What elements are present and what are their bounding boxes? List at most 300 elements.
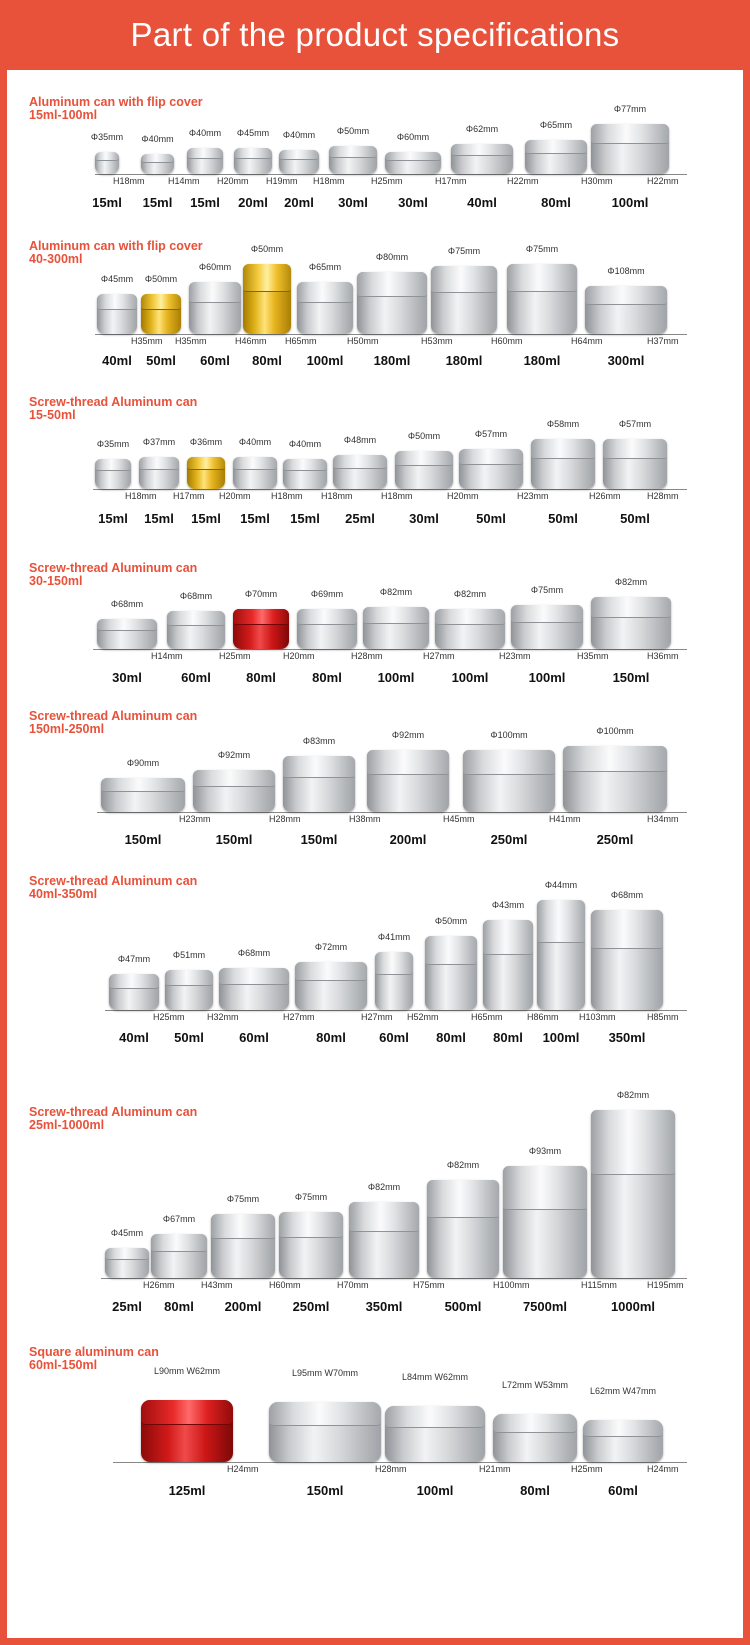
- can-item: [189, 262, 241, 334]
- can-image: [151, 1234, 207, 1278]
- can-item: [141, 274, 181, 334]
- diameter-label: Φ50mm: [144, 274, 178, 284]
- height-label: H27mm: [361, 1012, 393, 1022]
- diameter-label: Φ82mm: [367, 1182, 401, 1192]
- dimension-label: L84mm W62mm: [401, 1372, 468, 1382]
- diameter-label: Φ60mm: [198, 262, 232, 272]
- height-label: H25mm: [571, 1464, 603, 1474]
- spec-section: [7, 240, 743, 374]
- can-item: [563, 726, 667, 812]
- diameter-label: Φ75mm: [294, 1192, 328, 1202]
- can-image: [329, 146, 377, 174]
- can-item: [141, 134, 174, 174]
- height-label: H23mm: [499, 651, 531, 661]
- volume-label: 50ml: [174, 1030, 204, 1045]
- height-label: H22mm: [507, 176, 539, 186]
- spec-section: [7, 1090, 743, 1320]
- volume-label: 100ml: [377, 670, 415, 685]
- can-image: [525, 140, 587, 174]
- height-label: H100mm: [493, 1280, 530, 1290]
- can-item: [233, 437, 277, 489]
- diameter-label: Φ35mm: [90, 132, 124, 142]
- can-image: [295, 962, 367, 1010]
- volume-label: 30ml: [338, 195, 368, 210]
- can-item: [463, 730, 555, 812]
- volume-label: 150ml: [306, 1483, 344, 1498]
- volume-label: 150ml: [612, 670, 650, 685]
- height-label: H24mm: [227, 1464, 259, 1474]
- can-item: [585, 266, 667, 334]
- height-label: H23mm: [517, 491, 549, 501]
- diameter-label: Φ40mm: [188, 128, 222, 138]
- height-label: H37mm: [647, 336, 679, 346]
- section-title-range: 40ml-350ml: [29, 887, 98, 901]
- section-title-name: Aluminum can with flip cover: [29, 95, 203, 109]
- can-image: [531, 439, 595, 489]
- height-label: H34mm: [647, 814, 679, 824]
- spec-section: [7, 96, 743, 216]
- diameter-label: Φ35mm: [96, 439, 130, 449]
- volume-label: 1000ml: [610, 1299, 656, 1314]
- diameter-label: Φ41mm: [377, 932, 411, 942]
- can-image: [187, 457, 225, 489]
- volume-label: 60ml: [239, 1030, 269, 1045]
- can-image: [503, 1166, 587, 1278]
- can-item: [187, 128, 223, 174]
- can-item: [109, 954, 159, 1010]
- can-item: [483, 900, 533, 1010]
- diameter-label: Φ68mm: [610, 890, 644, 900]
- can-image: [95, 459, 131, 489]
- can-image: [297, 282, 353, 334]
- can-item: [363, 587, 429, 649]
- dimension-label: L90mm W62mm: [153, 1366, 220, 1376]
- volume-label: 180ml: [523, 353, 561, 368]
- section-title: [29, 875, 197, 901]
- volume-label: 300ml: [607, 353, 645, 368]
- can-image: [585, 286, 667, 334]
- volume-label: 100ml: [306, 353, 344, 368]
- diameter-label: Φ43mm: [491, 900, 525, 910]
- height-label: H85mm: [647, 1012, 679, 1022]
- height-label: H65mm: [471, 1012, 503, 1022]
- diameter-label: Φ68mm: [110, 599, 144, 609]
- spec-section: [7, 396, 743, 532]
- diameter-label: Φ68mm: [237, 948, 271, 958]
- can-item: [141, 1366, 233, 1462]
- volume-label: 40ml: [119, 1030, 149, 1045]
- baseline-rule: [93, 489, 687, 490]
- can-item: [511, 585, 583, 649]
- volume-label: 30ml: [112, 670, 142, 685]
- can-image: [367, 750, 449, 812]
- can-image: [427, 1180, 499, 1278]
- height-label: H17mm: [435, 176, 467, 186]
- volume-label: 20ml: [284, 195, 314, 210]
- section-title-range: 40-300ml: [29, 252, 83, 266]
- can-item: [385, 1372, 485, 1462]
- can-item: [167, 591, 225, 649]
- volume-label: 80ml: [436, 1030, 466, 1045]
- section-title: [29, 710, 197, 736]
- can-image: [141, 1400, 233, 1462]
- spec-section: [7, 562, 743, 691]
- page-header-banner: [0, 0, 750, 70]
- height-label: H18mm: [321, 491, 353, 501]
- height-label: H20mm: [219, 491, 251, 501]
- height-label: H115mm: [581, 1280, 617, 1290]
- volume-label: 250ml: [596, 832, 634, 847]
- section-title-range: 25ml-1000ml: [29, 1118, 105, 1132]
- volume-label: 30ml: [409, 511, 439, 526]
- can-item: [329, 126, 377, 174]
- baseline-rule: [97, 812, 687, 813]
- height-label: H35mm: [175, 336, 207, 346]
- section-title-name: Screw-thread Aluminum can: [29, 709, 198, 723]
- can-item: [139, 437, 179, 489]
- can-item: [187, 437, 225, 489]
- can-image: [95, 152, 119, 174]
- baseline-rule: [93, 649, 687, 650]
- diameter-label: Φ37mm: [142, 437, 176, 447]
- volume-label: 80ml: [252, 353, 282, 368]
- can-item: [459, 429, 523, 489]
- baseline-rule: [95, 334, 687, 335]
- section-title-name: Screw-thread Aluminum can: [29, 1105, 198, 1119]
- can-item: [297, 262, 353, 334]
- volume-label: 30ml: [398, 195, 428, 210]
- volume-label: 150ml: [124, 832, 162, 847]
- section-title-range: 150ml-250ml: [29, 722, 105, 736]
- volume-label: 250ml: [490, 832, 528, 847]
- can-image: [139, 457, 179, 489]
- diameter-label: Φ77mm: [613, 104, 647, 114]
- can-image: [357, 272, 427, 334]
- diameter-label: Φ36mm: [189, 437, 223, 447]
- diameter-label: Φ83mm: [302, 736, 336, 746]
- can-image: [167, 611, 225, 649]
- volume-label: 25ml: [345, 511, 375, 526]
- diameter-label: Φ50mm: [336, 126, 370, 136]
- height-label: H28mm: [351, 651, 383, 661]
- volume-label: 15ml: [144, 511, 174, 526]
- height-label: H35mm: [131, 336, 163, 346]
- section-title-name: Screw-thread Aluminum can: [29, 874, 198, 888]
- diameter-label: Φ45mm: [236, 128, 270, 138]
- spec-section: [7, 1346, 743, 1504]
- baseline-rule: [105, 1010, 687, 1011]
- volume-label: 200ml: [389, 832, 427, 847]
- diameter-label: Φ92mm: [217, 750, 251, 760]
- can-item: [97, 599, 157, 649]
- diameter-label: Φ82mm: [379, 587, 413, 597]
- can-image: [375, 952, 413, 1010]
- can-image: [363, 607, 429, 649]
- volume-label: 180ml: [373, 353, 411, 368]
- height-label: H103mm: [579, 1012, 616, 1022]
- baseline-rule: [101, 1278, 687, 1279]
- volume-label: 80ml: [493, 1030, 523, 1045]
- can-image: [591, 597, 671, 649]
- can-item: [211, 1194, 275, 1278]
- can-item: [451, 124, 513, 174]
- can-item: [603, 419, 667, 489]
- height-label: H14mm: [168, 176, 200, 186]
- height-label: H20mm: [283, 651, 315, 661]
- can-image: [463, 750, 555, 812]
- diameter-label: Φ48mm: [343, 435, 377, 445]
- can-image: [219, 968, 289, 1010]
- can-item: [95, 439, 131, 489]
- can-image: [603, 439, 667, 489]
- can-image: [189, 282, 241, 334]
- volume-label: 25ml: [112, 1299, 142, 1314]
- baseline-rule: [113, 1462, 687, 1463]
- can-image: [141, 294, 181, 334]
- can-item: [97, 274, 137, 334]
- volume-label: 60ml: [608, 1483, 638, 1498]
- volume-label: 15ml: [98, 511, 128, 526]
- height-label: H50mm: [347, 336, 379, 346]
- can-image: [435, 609, 505, 649]
- can-item: [525, 120, 587, 174]
- dimension-label: L62mm W47mm: [589, 1386, 656, 1396]
- height-label: H27mm: [423, 651, 455, 661]
- diameter-label: Φ50mm: [407, 431, 441, 441]
- spec-section: [7, 875, 743, 1051]
- can-item: [583, 1386, 663, 1462]
- dimension-label: L95mm W70mm: [291, 1368, 358, 1378]
- volume-label: 50ml: [476, 511, 506, 526]
- section-title-range: 15ml-100ml: [29, 108, 98, 122]
- can-image: [333, 455, 387, 489]
- height-label: H86mm: [527, 1012, 559, 1022]
- can-image: [97, 619, 157, 649]
- can-item: [431, 246, 497, 334]
- height-label: H36mm: [647, 651, 679, 661]
- diameter-label: Φ50mm: [250, 244, 284, 254]
- section-title-name: Screw-thread Aluminum can: [29, 561, 198, 575]
- height-label: H75mm: [413, 1280, 445, 1290]
- can-item: [427, 1160, 499, 1278]
- height-label: H18mm: [125, 491, 157, 501]
- height-label: H64mm: [571, 336, 603, 346]
- can-image: [234, 148, 272, 174]
- height-label: H26mm: [589, 491, 621, 501]
- volume-label: 50ml: [548, 511, 578, 526]
- height-label: H19mm: [266, 176, 298, 186]
- volume-label: 80ml: [246, 670, 276, 685]
- height-label: H25mm: [153, 1012, 185, 1022]
- can-image: [165, 970, 213, 1010]
- can-item: [435, 589, 505, 649]
- can-item: [151, 1214, 207, 1278]
- height-label: H21mm: [479, 1464, 511, 1474]
- section-title: [29, 1346, 159, 1372]
- diameter-label: Φ68mm: [179, 591, 213, 601]
- can-image: [193, 770, 275, 812]
- can-image: [385, 1406, 485, 1462]
- height-label: H23mm: [179, 814, 211, 824]
- can-image: [425, 936, 477, 1010]
- diameter-label: Φ70mm: [244, 589, 278, 599]
- height-label: H14mm: [151, 651, 183, 661]
- spec-section: [7, 710, 743, 853]
- volume-label: 150ml: [300, 832, 338, 847]
- can-image: [563, 746, 667, 812]
- can-image: [537, 900, 585, 1010]
- can-item: [243, 244, 291, 334]
- can-item: [395, 431, 453, 489]
- volume-label: 15ml: [92, 195, 122, 210]
- height-label: H41mm: [549, 814, 581, 824]
- diameter-label: Φ67mm: [162, 1214, 196, 1224]
- volume-label: 350ml: [365, 1299, 403, 1314]
- diameter-label: Φ47mm: [117, 954, 151, 964]
- can-item: [219, 948, 289, 1010]
- height-label: H26mm: [143, 1280, 175, 1290]
- can-item: [367, 730, 449, 812]
- can-image: [211, 1214, 275, 1278]
- volume-label: 15ml: [191, 511, 221, 526]
- can-item: [279, 1192, 343, 1278]
- can-image: [395, 451, 453, 489]
- can-image: [297, 609, 357, 649]
- height-label: H18mm: [271, 491, 303, 501]
- height-label: H43mm: [201, 1280, 233, 1290]
- volume-label: 100ml: [528, 670, 566, 685]
- can-image: [583, 1420, 663, 1462]
- diameter-label: Φ82mm: [616, 1090, 650, 1100]
- volume-label: 250ml: [292, 1299, 330, 1314]
- height-label: H65mm: [285, 336, 317, 346]
- diameter-label: Φ40mm: [288, 439, 322, 449]
- can-image: [493, 1414, 577, 1462]
- volume-label: 180ml: [445, 353, 483, 368]
- diameter-label: Φ108mm: [607, 266, 645, 276]
- diameter-label: Φ75mm: [530, 585, 564, 595]
- diameter-label: Φ40mm: [141, 134, 174, 144]
- volume-label: 7500ml: [522, 1299, 568, 1314]
- height-label: H46mm: [235, 336, 267, 346]
- diameter-label: Φ45mm: [110, 1228, 144, 1238]
- volume-label: 60ml: [379, 1030, 409, 1045]
- can-item: [234, 128, 272, 174]
- diameter-label: Φ92mm: [391, 730, 425, 740]
- can-item: [591, 577, 671, 649]
- volume-label: 500ml: [444, 1299, 482, 1314]
- can-item: [537, 880, 585, 1010]
- can-image: [187, 148, 223, 174]
- height-label: H28mm: [375, 1464, 407, 1474]
- can-image: [591, 124, 669, 174]
- can-image: [233, 609, 289, 649]
- can-item: [105, 1228, 149, 1278]
- height-label: H17mm: [173, 491, 205, 501]
- diameter-label: Φ82mm: [453, 589, 487, 599]
- volume-label: 100ml: [542, 1030, 580, 1045]
- volume-label: 125ml: [168, 1483, 206, 1498]
- can-image: [233, 457, 277, 489]
- can-item: [297, 589, 357, 649]
- height-label: H38mm: [349, 814, 381, 824]
- diameter-label: Φ82mm: [446, 1160, 480, 1170]
- section-title: [29, 1106, 197, 1132]
- can-image: [459, 449, 523, 489]
- height-label: H27mm: [283, 1012, 315, 1022]
- height-label: H25mm: [371, 176, 403, 186]
- diameter-label: Φ62mm: [465, 124, 499, 134]
- volume-label: 40ml: [467, 195, 497, 210]
- page-title: Part of the product specifications: [130, 16, 620, 53]
- volume-label: 100ml: [416, 1483, 454, 1498]
- can-image: [451, 144, 513, 174]
- baseline-rule: [95, 174, 687, 175]
- diameter-label: Φ75mm: [525, 244, 559, 254]
- can-image: [269, 1402, 381, 1462]
- diameter-label: Φ80mm: [375, 252, 409, 262]
- height-label: H52mm: [407, 1012, 439, 1022]
- section-title-range: 30-150ml: [29, 574, 83, 588]
- volume-label: 50ml: [620, 511, 650, 526]
- diameter-label: Φ51mm: [172, 950, 206, 960]
- height-label: H25mm: [219, 651, 251, 661]
- diameter-label: Φ58mm: [546, 419, 580, 429]
- volume-label: 15ml: [240, 511, 270, 526]
- height-label: H70mm: [337, 1280, 369, 1290]
- can-image: [591, 910, 663, 1010]
- can-item: [283, 439, 327, 489]
- can-image: [141, 154, 174, 174]
- can-image: [483, 920, 533, 1010]
- can-image: [279, 150, 319, 174]
- volume-label: 15ml: [190, 195, 220, 210]
- can-image: [511, 605, 583, 649]
- height-label: H28mm: [647, 491, 679, 501]
- can-image: [283, 459, 327, 489]
- diameter-label: Φ44mm: [544, 880, 578, 890]
- can-item: [425, 916, 477, 1010]
- diameter-label: Φ82mm: [614, 577, 648, 587]
- volume-label: 350ml: [608, 1030, 646, 1045]
- height-label: H30mm: [581, 176, 613, 186]
- section-title-name: Square aluminum can: [29, 1345, 159, 1359]
- can-image: [101, 778, 185, 812]
- can-image: [243, 264, 291, 334]
- diameter-label: Φ93mm: [528, 1146, 562, 1156]
- diameter-label: Φ60mm: [396, 132, 430, 142]
- height-label: H24mm: [647, 1464, 679, 1474]
- can-item: [385, 132, 441, 174]
- diameter-label: Φ40mm: [282, 130, 316, 140]
- volume-label: 80ml: [164, 1299, 194, 1314]
- specifications-panel: [7, 70, 743, 1638]
- volume-label: 50ml: [146, 353, 176, 368]
- diameter-label: Φ100mm: [490, 730, 528, 740]
- volume-label: 15ml: [142, 195, 173, 210]
- can-image: [283, 756, 355, 812]
- section-title-range: 15-50ml: [29, 408, 76, 422]
- diameter-label: Φ65mm: [539, 120, 573, 130]
- can-item: [283, 736, 355, 812]
- can-item: [591, 1090, 675, 1278]
- can-image: [591, 1110, 675, 1278]
- can-item: [375, 932, 413, 1010]
- section-title: [29, 96, 203, 122]
- height-label: H32mm: [207, 1012, 239, 1022]
- can-item: [295, 942, 367, 1010]
- section-title: [29, 396, 197, 422]
